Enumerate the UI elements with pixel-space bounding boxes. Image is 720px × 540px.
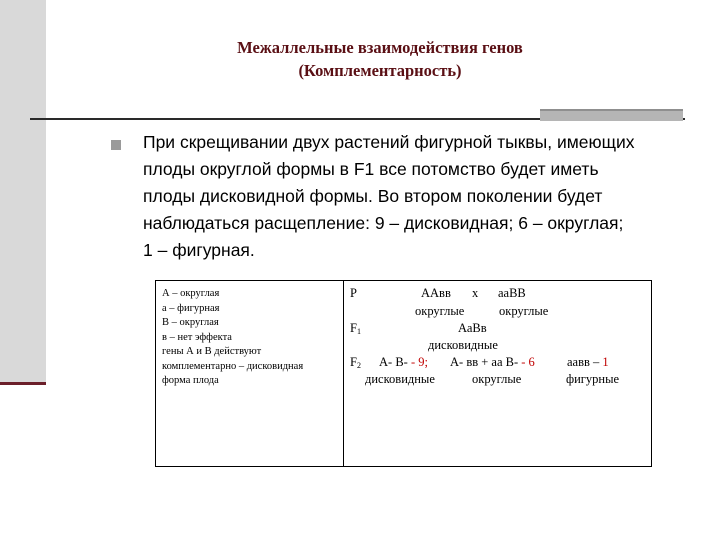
f2-class-2-count: - 6 [521, 355, 535, 369]
body-paragraph [143, 129, 713, 264]
bullet-icon [111, 140, 121, 150]
legend-line: в – нет эффекта [162, 331, 232, 343]
paragraph-line: При скрещивании двух растений фигурной тыквы, имеющих [143, 132, 635, 152]
gene-legend [162, 287, 303, 389]
left-decor-bar-accent [0, 382, 46, 385]
f2-phenotype-2: округлые [472, 372, 522, 386]
f2-class-2: А- вв + аа В- - 6 [450, 355, 535, 369]
divider-block [540, 111, 683, 121]
legend-line: гены А и В действуют [162, 346, 262, 357]
f1-genotype: АаВв [458, 321, 487, 335]
legend-line: В – округлая [162, 317, 219, 328]
legend-line: а – фигурная [162, 302, 220, 314]
paragraph-line: плоды дисковидной формы. Во втором поколении будет [143, 186, 603, 206]
paragraph-line: 1 – фигурная. [143, 240, 255, 260]
p-parent-1: ААвв [421, 286, 451, 300]
title-line-1: Межаллельные взаимодействия генов [237, 38, 523, 57]
paragraph-line: плоды округлой формы в F1 все потомство будет иметь [143, 159, 599, 179]
f1-label: $F_1$ [350, 321, 361, 336]
f2-class-1-count: - 9; [410, 355, 428, 369]
f2-phenotype-1: дисковидные [365, 372, 435, 386]
p-phenotype-1: округлые [415, 304, 465, 318]
f2-class-1: А- В- - 9; [379, 355, 428, 369]
title-line-2: (Комплементарность) [298, 61, 462, 80]
legend-line: А – округлая [162, 288, 220, 299]
p-cross-sign: х [472, 286, 479, 300]
p-parent-2: ааВВ [498, 286, 526, 300]
f2-class-3-count: 1 [602, 355, 609, 369]
legend-line: комплементарно – дисковидная [162, 360, 304, 372]
f2-label: $F_2$ [350, 355, 361, 370]
paragraph-line: наблюдаться расщепление: 9 – дисковидная; 6 – округлая; [143, 213, 624, 233]
f1-phenotype: дисковидные [428, 338, 498, 352]
p-label: Р [350, 286, 357, 300]
left-decor-bar [0, 0, 46, 382]
p-phenotype-2: округлые [499, 304, 549, 318]
f2-phenotype-3: фигурные [566, 372, 620, 386]
table-column-divider [343, 281, 344, 466]
slide-title [140, 36, 620, 82]
legend-line: форма плода [162, 375, 219, 386]
f2-class-3: аавв – 1 [567, 355, 609, 369]
